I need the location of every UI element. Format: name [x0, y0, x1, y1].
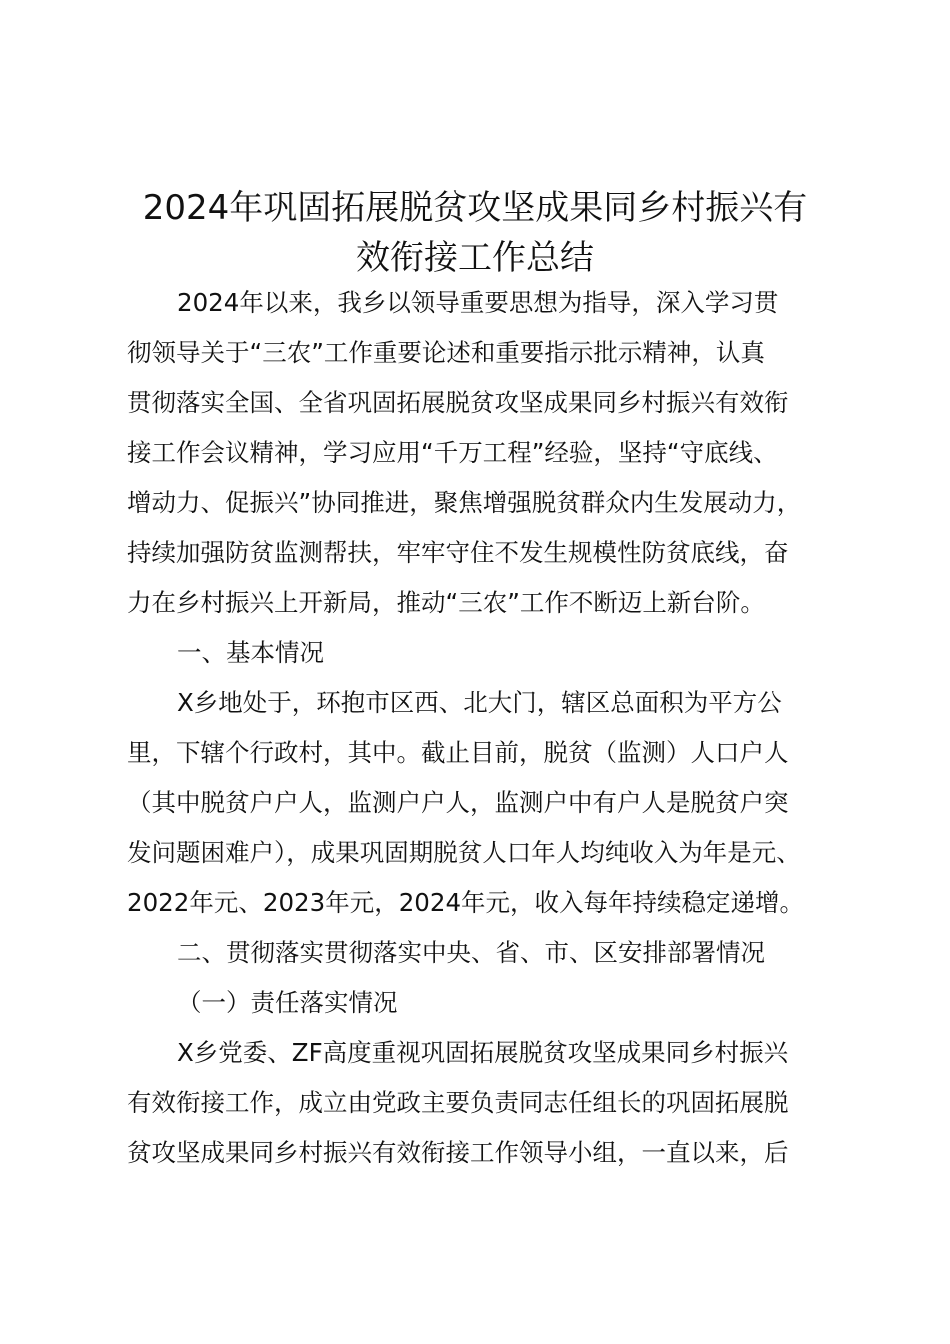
paragraph-line: 持续加强防贫监测帮扶，牢牢守住不发生规模性防贫底线，奋: [127, 538, 789, 567]
section-heading-implementation: 二、贯彻落实贯彻落实中央、省、市、区安排部署情况: [177, 938, 765, 967]
title-line-1: 2024年巩固拓展脱贫攻坚成果同乡村振兴有: [142, 188, 808, 228]
paragraph-line: （其中脱贫户户人，监测户户人，监测户中有户人是脱贫户突: [127, 788, 789, 817]
paragraph-line: 里，下辖个行政村，其中。截止目前，脱贫（监测）人口户人: [127, 738, 789, 767]
paragraph-line: 发问题困难户），成果巩固期脱贫人口年人均纯收入为年是元、: [127, 838, 801, 867]
paragraph-line: X乡党委、ZF高度重视巩固拓展脱贫攻坚成果同乡村振兴: [177, 1038, 789, 1067]
paragraph-line: 有效衔接工作，成立由党政主要负责同志任组长的巩固拓展脱: [127, 1088, 789, 1117]
document-title: [100, 183, 850, 283]
paragraph-line: 2022年元、2023年元，2024年元，收入每年持续稳定递增。: [127, 888, 805, 917]
paragraph-line: X乡地处于，环抱市区西、北大门，辖区总面积为平方公: [177, 688, 782, 717]
paragraph-line: 增动力、促振兴”协同推进，聚焦增强脱贫群众内生发展动力，: [127, 488, 802, 517]
paragraph-line: 力在乡村振兴上开新局，推动“三农”工作不断迈上新台阶。: [127, 588, 765, 617]
paragraph-line: 彻领导关于“三农”工作重要论述和重要指示批示精神，认真: [127, 338, 765, 367]
section-heading-basic: 一、基本情况: [177, 638, 324, 667]
paragraph-line: 2024年以来，我乡以领导重要思想为指导，深入学习贯: [177, 288, 779, 317]
title-line-2: 效衔接工作总结: [356, 238, 594, 278]
paragraph-line: 贫攻坚成果同乡村振兴有效衔接工作领导小组，一直以来，后: [127, 1138, 789, 1167]
paragraph-line: 接工作会议精神，学习应用“千万工程”经验，坚持“守底线、: [127, 438, 778, 467]
subsection-heading-responsibility: （一）责任落实情况: [177, 988, 398, 1017]
paragraph-line: 贯彻落实全国、全省巩固拓展脱贫攻坚成果同乡村振兴有效衔: [127, 388, 789, 417]
